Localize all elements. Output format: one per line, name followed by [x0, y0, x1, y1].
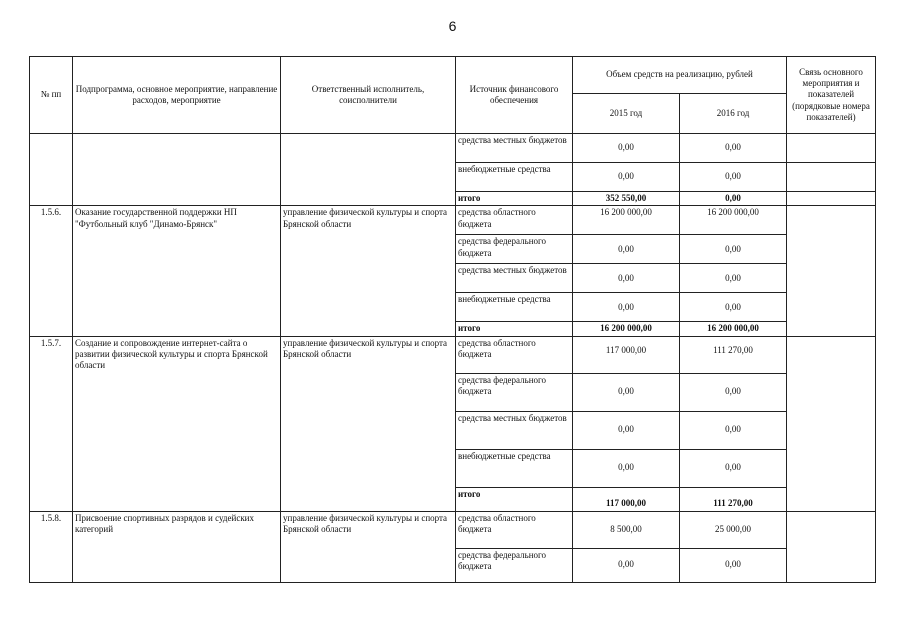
cell-2016: 0,00: [680, 134, 787, 163]
cell-2016: 111 270,00: [680, 336, 787, 373]
header-year-2015: 2015 год: [573, 94, 680, 134]
header-volume: Объем средств на реализацию, рублей: [573, 57, 787, 94]
cell-link: [787, 511, 876, 582]
cell-link: [787, 192, 876, 206]
cell-source: средства федерального бюджета: [456, 235, 573, 264]
cell-2016: 0,00: [680, 373, 787, 411]
cell-2015: 0,00: [573, 373, 680, 411]
header-link: Связь основного мероприятия и показателей (порядковые номера показателей): [787, 57, 876, 134]
cell-2015: 0,00: [573, 293, 680, 322]
cell-source: средства местных бюджетов: [456, 411, 573, 449]
item-name: Оказание государственной поддержки НП "Футбольный клуб "Динамо-Брянск": [73, 206, 281, 336]
cell-2016: 0,00: [680, 235, 787, 264]
cell-2015: 117 000,00: [573, 487, 680, 511]
cell-2016: 0,00: [680, 449, 787, 487]
cell-source: внебюджетные средства: [456, 163, 573, 192]
item-name: Создание и сопровождение интернет-сайта о развитии физической культуры и спорта Брянской области: [73, 336, 281, 511]
header-source: Источник финансового обеспечения: [456, 57, 573, 134]
cell-2015: 0,00: [573, 411, 680, 449]
cell-source: средства областного бюджета: [456, 511, 573, 548]
page-number: 6: [448, 18, 457, 34]
cell-2015: 0,00: [573, 449, 680, 487]
cell-link: [787, 206, 876, 336]
cell-2015: 117 000,00: [573, 336, 680, 373]
item-name: Присвоение спортивных разрядов и судейских категорий: [73, 511, 281, 582]
cell-2015: 352 550,00: [573, 192, 680, 206]
cell-2016: 0,00: [680, 293, 787, 322]
cell-2015: 16 200 000,00: [573, 322, 680, 336]
cell-2015: 0,00: [573, 264, 680, 293]
item-number: 1.5.8.: [30, 511, 73, 582]
cell-2016: 0,00: [680, 548, 787, 582]
cell-source: итого: [456, 192, 573, 206]
cell-2016: 25 000,00: [680, 511, 787, 548]
item-executor: управление физической культуры и спорта Брянской области: [281, 336, 456, 511]
budget-table: [29, 56, 876, 583]
header-year-2016: 2016 год: [680, 94, 787, 134]
cell-2016: 16 200 000,00: [680, 206, 787, 235]
item-executor: управление физической культуры и спорта Брянской области: [281, 206, 456, 336]
cell-source: итого: [456, 487, 573, 511]
header-executor: Ответственный исполнитель, соисполнители: [281, 57, 456, 134]
cell-source: средства федерального бюджета: [456, 548, 573, 582]
cell-2016: 0,00: [680, 411, 787, 449]
item-number: 1.5.7.: [30, 336, 73, 511]
cell-link: [787, 336, 876, 511]
cell-source: внебюджетные средства: [456, 293, 573, 322]
table-row: [30, 134, 876, 163]
cell-2016: 0,00: [680, 163, 787, 192]
table-row: [30, 336, 876, 373]
cell-2015: 16 200 000,00: [573, 206, 680, 235]
cell-program: [73, 134, 281, 206]
cell-2015: 8 500,00: [573, 511, 680, 548]
cell-2016: 0,00: [680, 264, 787, 293]
header-program: Подпрограмма, основное мероприятие, направление расходов, мероприятие: [73, 57, 281, 134]
table-row: [30, 206, 876, 235]
item-executor: управление физической культуры и спорта Брянской области: [281, 511, 456, 582]
cell-source: средства местных бюджетов: [456, 134, 573, 163]
cell-source: средства областного бюджета: [456, 206, 573, 235]
cell-source: итого: [456, 322, 573, 336]
cell-source: средства местных бюджетов: [456, 264, 573, 293]
cell-executor: [281, 134, 456, 206]
cell-source: средства областного бюджета: [456, 336, 573, 373]
cell-link: [787, 163, 876, 192]
cell-2016: 111 270,00: [680, 487, 787, 511]
cell-link: [787, 134, 876, 163]
item-number: 1.5.6.: [30, 206, 73, 336]
cell-source: средства федерального бюджета: [456, 373, 573, 411]
cell-2015: 0,00: [573, 134, 680, 163]
cell-2016: 16 200 000,00: [680, 322, 787, 336]
table-row: [30, 511, 876, 548]
cell-num: [30, 134, 73, 206]
cell-2015: 0,00: [573, 548, 680, 582]
cell-source: внебюджетные средства: [456, 449, 573, 487]
cell-2015: 0,00: [573, 163, 680, 192]
header-num: № пп: [30, 57, 73, 134]
cell-2015: 0,00: [573, 235, 680, 264]
cell-2016: 0,00: [680, 192, 787, 206]
